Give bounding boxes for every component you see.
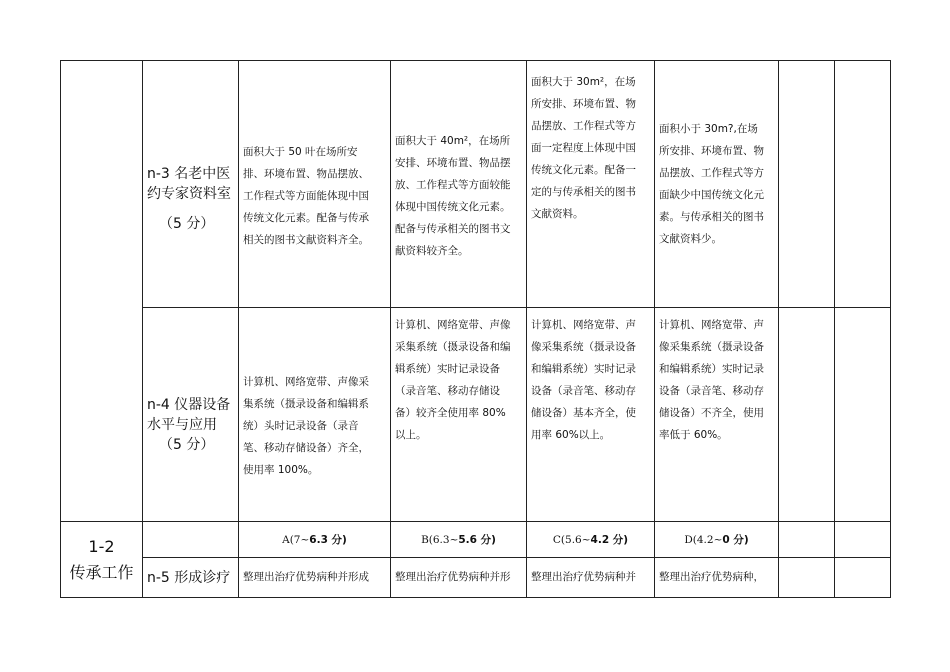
grade-c-header xyxy=(527,522,655,558)
criterion-label: n-5 形成诊疗 xyxy=(147,570,231,586)
grade-a-header xyxy=(239,522,391,558)
grade-b-cell xyxy=(391,308,527,522)
grade-d-text: 计算机、网络宽带、声 像采集系统（摄录设备 和编辑系统）实时记录 设备（录音笔、移动存 储设备）不齐全，使用 率低于 60%。 xyxy=(659,319,764,441)
grade-d-score: 0 分) xyxy=(722,534,749,546)
remark-cell xyxy=(835,522,891,558)
criterion-cell-n3 xyxy=(143,61,239,308)
grade-c-range: C(5.6~ xyxy=(552,534,591,546)
grade-b-range: B(6.3~ xyxy=(421,534,459,546)
grade-d-text: 面积小于 30m?,在场 所安排、环境布置、物 品摆放、工作程式等方 面缺少中国传统文化元 素。与传承相关的图书 文献资料少。 xyxy=(659,123,764,245)
grade-d-cell xyxy=(655,558,779,598)
criterion-points: （5 分） xyxy=(159,436,215,453)
remark-cell xyxy=(835,61,891,308)
grade-c-cell xyxy=(527,558,655,598)
grade-c-cell xyxy=(527,308,655,522)
grade-c-text: 计算机、网络宽带、声 像采集系统（摄录设备 和编辑系统）实时记录 设备（录音笔、移动存 储设备）基本齐全，使 用率 60%以上。 xyxy=(531,319,636,441)
section-number: 1-2 xyxy=(88,536,115,556)
grade-d-cell xyxy=(655,308,779,522)
section-title: 传承工作 xyxy=(69,562,134,582)
grade-b-text: 面积大于 40m²，在场所 安排、环境布置、物品摆 放、工作程式等方面较能 体现中国传统文化元素。 配备与传承相关的图书文 献资料较齐全。 xyxy=(395,135,511,257)
score-cell xyxy=(779,522,835,558)
grade-a-cell xyxy=(239,61,391,308)
score-cell xyxy=(779,308,835,522)
grade-a-text: 整理出治疗优势病种并形成 xyxy=(243,571,369,583)
section-cell-empty xyxy=(61,61,143,522)
grade-a-range: A(7~ xyxy=(282,534,310,546)
grade-a-score: 6.3 分) xyxy=(309,534,347,546)
evaluation-table xyxy=(60,60,891,598)
grade-c-score: 4.2 分) xyxy=(590,534,629,546)
grade-a-text: 面积大于 50 叶在场所安 排、环境布置、物品摆放、 工作程式等方面能体现中国 传统文化元素。配备与传承 相关的图书文献资料齐全。 xyxy=(243,146,369,246)
grade-b-cell xyxy=(391,61,527,308)
table-row xyxy=(61,61,891,308)
score-cell xyxy=(779,558,835,598)
grade-a-cell xyxy=(239,308,391,522)
criterion-cell-n5 xyxy=(143,558,239,598)
grade-d-text: 整理出治疗优势病种， xyxy=(659,571,764,583)
grade-c-text: 整理出治疗优势病种并 xyxy=(531,571,636,583)
grade-b-text: 整理出治疗优势病种并形 xyxy=(395,571,511,583)
criterion-cell-empty xyxy=(143,522,239,558)
grade-c-cell xyxy=(527,61,655,308)
score-cell xyxy=(779,61,835,308)
criterion-label: n-3 名老中医 约专家资料室 xyxy=(147,166,231,202)
table-row xyxy=(61,558,891,598)
section-cell xyxy=(61,522,143,598)
grade-a-text: 计算机、网络宽带、声像采 集系统（摄录设备和编辑系 统）头时记录设备（录音 笔、移动存储设备）齐全， 使用率 100%。 xyxy=(243,375,369,476)
remark-cell xyxy=(835,308,891,522)
table-row xyxy=(61,308,891,522)
grade-d-cell xyxy=(655,61,779,308)
criterion-points: （5 分） xyxy=(159,216,215,232)
grade-header-row xyxy=(61,522,891,558)
grade-a-cell xyxy=(239,558,391,598)
grade-c-text: 面积大于 30m²，在场 所安排、环境布置、物 品摆放、工作程式等方 面一定程度上体现中国 传统文化元素。配备一 定的与传承相关的图书 文献资料。 xyxy=(531,76,636,220)
grade-b-score: 5.6 分) xyxy=(458,534,496,546)
remark-cell xyxy=(835,558,891,598)
grade-b-cell xyxy=(391,558,527,598)
grade-b-header xyxy=(391,522,527,558)
criterion-cell-n4 xyxy=(143,308,239,522)
grade-d-range: D(4.2~ xyxy=(684,534,723,546)
grade-b-text: 计算机、网络宽带、声像 采集系统（摄录设备和编 辑系统）实时记录设备 （录音笔、移动存储设 备）较齐全使用率 80% 以上。 xyxy=(395,319,511,441)
criterion-label: n-4 仪器设备 水平与应用 xyxy=(147,396,231,433)
grade-d-header xyxy=(655,522,779,558)
